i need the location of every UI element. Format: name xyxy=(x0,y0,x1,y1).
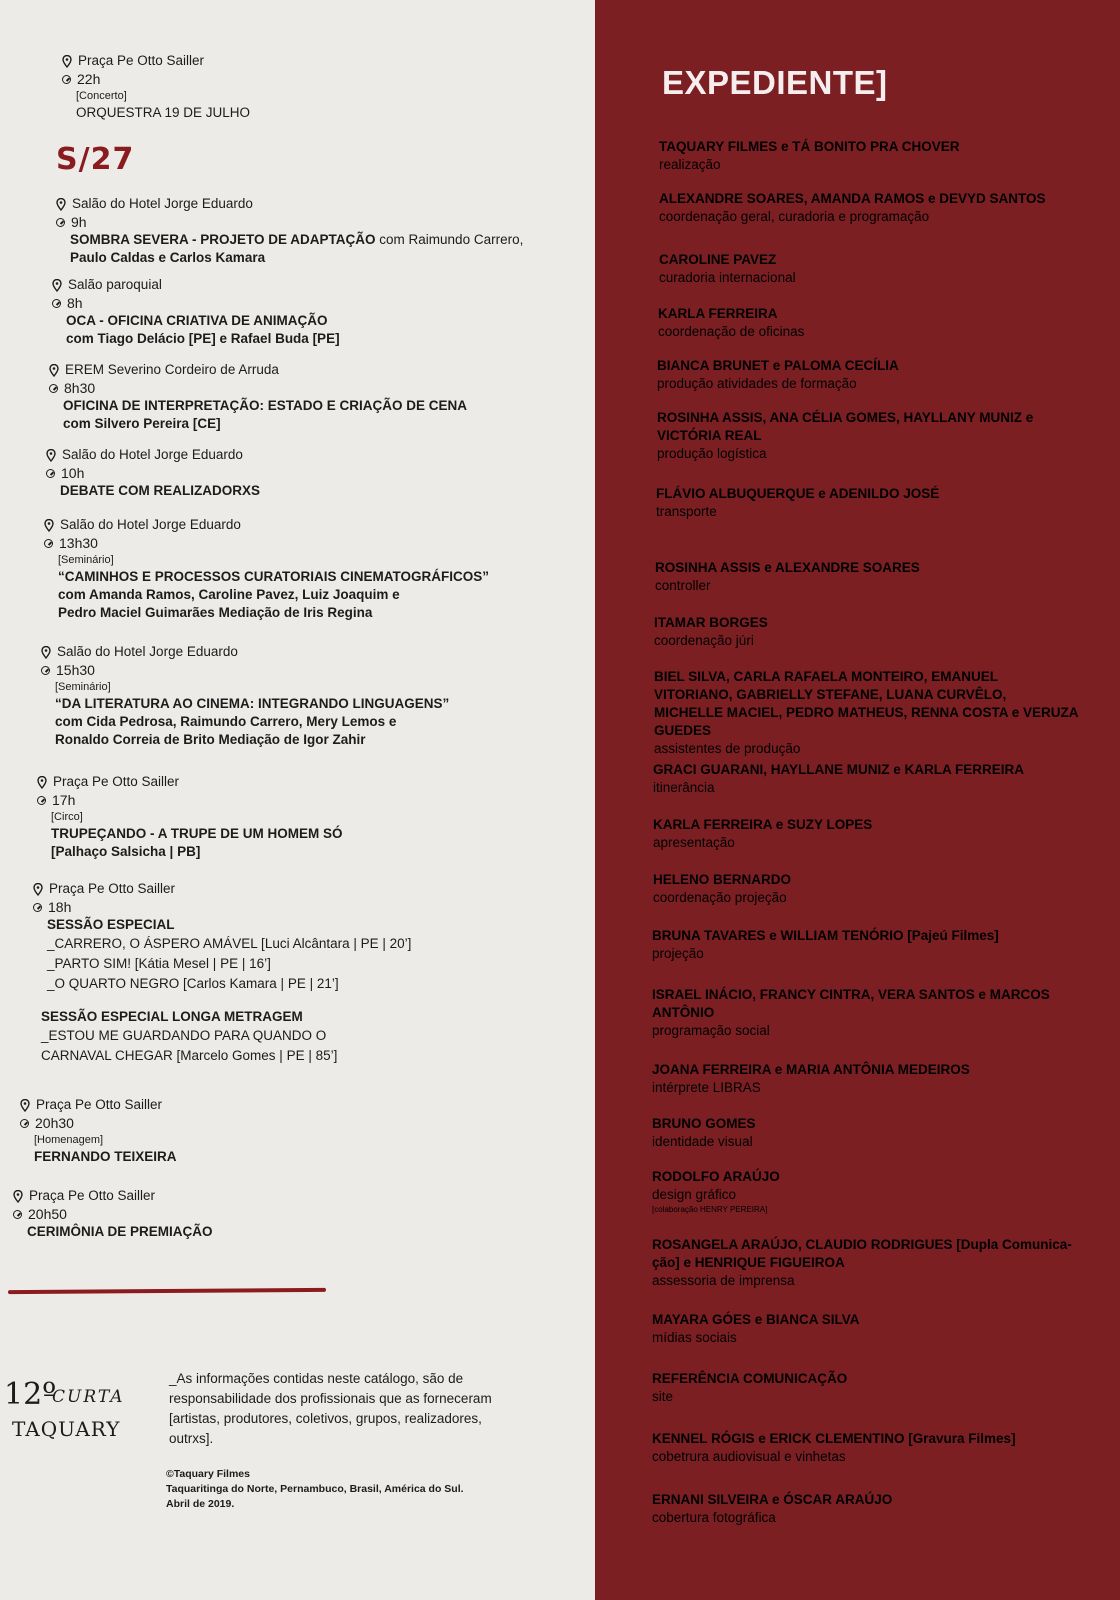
staff-entry xyxy=(658,305,1088,341)
event-detail: [Palhaço Salsicha | PB] xyxy=(51,844,201,859)
event-seminario-curatoria xyxy=(44,516,489,622)
staff-role: itinerância xyxy=(653,780,715,795)
event-category: [Homenagem] xyxy=(34,1134,104,1146)
staff-entry xyxy=(657,409,1037,463)
staff-entry xyxy=(653,761,1083,797)
staff-role: transporte xyxy=(656,504,717,519)
logo-line2: TAQUARY xyxy=(12,1417,121,1441)
staff-names: JOANA FERREIRA e MARIA ANTÔNIA MEDEIROS xyxy=(652,1062,970,1077)
staff-note: [colaboração HENRY PEREIRA] xyxy=(652,1205,768,1214)
clock-icon xyxy=(56,218,65,227)
staff-entry xyxy=(659,138,1089,174)
clock-icon xyxy=(49,384,58,393)
staff-role: coordenação júri xyxy=(654,633,754,648)
event-seminario-literatura xyxy=(41,643,449,749)
time-label: 8h30 xyxy=(64,380,96,396)
location-label: Praça Pe Otto Sailler xyxy=(49,881,176,896)
staff-entry xyxy=(654,614,1084,650)
staff-entry xyxy=(652,1491,1082,1527)
event-title-suffix: com Raimundo Carrero, xyxy=(375,232,524,247)
event-oca xyxy=(52,276,340,348)
event-premiacao xyxy=(13,1187,213,1241)
staff-entry xyxy=(657,357,1087,393)
location-label: Salão do Hotel Jorge Eduardo xyxy=(72,196,253,211)
clock-icon xyxy=(46,469,55,478)
location-pin-icon xyxy=(49,364,59,377)
location-label: Salão do Hotel Jorge Eduardo xyxy=(60,517,241,532)
time-label: 20h30 xyxy=(35,1115,74,1131)
location-label: Praça Pe Otto Sailler xyxy=(78,53,205,68)
event-title: CERIMÔNIA DE PREMIAÇÃO xyxy=(27,1224,213,1239)
staff-names: GRACI GUARANI, HAYLLANE MUNIZ e KARLA FERREIRA xyxy=(653,762,1025,777)
event-title: SESSÃO ESPECIAL xyxy=(47,917,175,932)
clock-icon xyxy=(20,1119,29,1128)
event-detail: Pedro Maciel Guimarães Mediação de Iris Regina xyxy=(58,605,373,620)
staff-entry xyxy=(652,1430,1082,1466)
event-title: DEBATE COM REALIZADORXS xyxy=(60,483,261,498)
time-label: 10h xyxy=(61,465,85,481)
clock-icon xyxy=(44,539,53,548)
staff-role: coordenação de oficinas xyxy=(658,324,805,339)
clock-icon xyxy=(13,1210,22,1219)
event-detail: com Cida Pedrosa, Raimundo Carrero, Mery Lemos e xyxy=(55,714,397,729)
staff-names: ITAMAR BORGES xyxy=(654,615,768,630)
staff-names: REFERÊNCIA COMUNICAÇÃO xyxy=(652,1371,848,1386)
staff-names: KARLA FERREIRA e SUZY LOPES xyxy=(653,817,873,832)
staff-role: coordenação geral, curadoria e programação xyxy=(659,209,930,224)
event-title: ORQUESTRA 19 DE JULHO xyxy=(76,105,251,120)
staff-names: BRUNA TAVARES e WILLIAM TENÓRIO [Pajeú Filmes] xyxy=(652,928,999,943)
event-title: OFICINA DE INTERPRETAÇÃO: ESTADO E CRIAÇÃO DE CENA xyxy=(63,398,468,413)
location-pin-icon xyxy=(44,519,54,532)
logo-number: 12º xyxy=(4,1377,57,1412)
disclaimer-text: _As informações contidas neste catálogo, são de responsabilidade dos profissionais que as forneceram [artistas, produtores, coletivos, grupos, realizadores, outrxs]. xyxy=(169,1371,492,1446)
staff-entry xyxy=(652,986,1052,1040)
staff-role: coordenação projeção xyxy=(653,890,787,905)
event-category: [Concerto] xyxy=(76,90,127,102)
staff-role: produção atividades de formação xyxy=(657,376,857,391)
clock-icon xyxy=(37,796,46,805)
staff-names: TAQUARY FILMES e TÁ BONITO PRA CHOVER xyxy=(659,139,960,154)
staff-names: FLÁVIO ALBUQUERQUE e ADENILDO JOSÉ xyxy=(656,486,940,501)
event-category: [Seminário] xyxy=(55,681,111,693)
staff-role: mídias sociais xyxy=(652,1330,737,1345)
expediente-page xyxy=(595,0,1120,1600)
curta-taquary-logo xyxy=(4,1377,132,1449)
logo-line1: CURTA xyxy=(52,1387,125,1407)
staff-names: KARLA FERREIRA xyxy=(658,306,778,321)
staff-role: site xyxy=(652,1389,674,1404)
staff-entry xyxy=(656,485,1086,521)
staff-names: MAYARA GÓES e BIANCA SILVA xyxy=(652,1312,860,1327)
staff-entry xyxy=(653,871,1083,907)
event-orquestra xyxy=(62,52,250,122)
event-title: “CAMINHOS E PROCESSOS CURATORIAIS CINEMATOGRÁFICOS” xyxy=(58,569,490,584)
location-label: Praça Pe Otto Sailler xyxy=(36,1097,163,1112)
staff-role: design gráfico xyxy=(652,1187,737,1202)
location-credit: Taquaritinga do Norte, Pernambuco, Brasil, América do Sul. xyxy=(166,1483,464,1495)
event-time xyxy=(62,70,250,88)
staff-role: cobertura fotográfica xyxy=(652,1510,776,1525)
film-listing: _O QUARTO NEGRO [Carlos Kamara | PE | 21’] xyxy=(47,976,339,991)
staff-names: HELENO BERNARDO xyxy=(653,872,792,887)
staff-names: BIANCA BRUNET e PALOMA CECÍLIA xyxy=(657,358,899,373)
location-label: Praça Pe Otto Sailler xyxy=(29,1188,156,1203)
event-debate xyxy=(46,446,260,500)
event-sessao-especial xyxy=(33,880,411,1066)
event-title: FERNANDO TEIXEIRA xyxy=(34,1149,177,1164)
location-label: EREM Severino Cordeiro de Arruda xyxy=(65,362,279,377)
location-pin-icon xyxy=(62,55,72,68)
staff-entry xyxy=(655,559,1085,595)
location-pin-icon xyxy=(41,646,51,659)
event-detail: Paulo Caldas e Carlos Kamara xyxy=(70,250,266,265)
location-pin-icon xyxy=(33,883,43,896)
location-label: Salão paroquial xyxy=(68,277,162,292)
staff-names: BRUNO GOMES xyxy=(652,1116,756,1131)
staff-entry xyxy=(652,1370,1082,1406)
clock-icon xyxy=(52,299,61,308)
staff-entry xyxy=(652,1311,1082,1347)
staff-names: ROSINHA ASSIS e ALEXANDRE SOARES xyxy=(655,560,920,575)
credits xyxy=(166,1467,496,1512)
event-homenagem xyxy=(20,1096,177,1166)
staff-role: identidade visual xyxy=(652,1134,753,1149)
day-heading: S/27 xyxy=(56,142,135,177)
staff-role: cobetrura audiovisual e vinhetas xyxy=(652,1449,846,1464)
staff-role: produção logística xyxy=(657,446,767,461)
staff-role: curadoria internacional xyxy=(659,270,796,285)
time-label: 15h30 xyxy=(56,662,95,678)
film-listing: _PARTO SIM! [Kátia Mesel | PE | 16’] xyxy=(47,956,271,971)
event-sombra-severa xyxy=(56,195,523,267)
time-label: 18h xyxy=(48,899,72,915)
event-title: OCA - OFICINA CRIATIVA DE ANIMAÇÃO xyxy=(66,313,328,328)
film-listing: _CARRERO, O ÁSPERO AMÁVEL [Luci Alcântara | PE | 20’] xyxy=(47,936,412,951)
staff-names: ERNANI SILVEIRA e ÓSCAR ARAÚJO xyxy=(652,1492,893,1507)
staff-role: realização xyxy=(659,157,721,172)
staff-entry xyxy=(652,1061,1082,1097)
staff-entry xyxy=(652,927,1082,963)
staff-entry xyxy=(654,668,1079,758)
copyright: ©Taquary Filmes xyxy=(166,1468,250,1480)
event-detail: com Amanda Ramos, Caroline Pavez, Luiz Joaquim e xyxy=(58,587,400,602)
event-category: [Circo] xyxy=(51,811,83,823)
staff-names: RODOLFO ARAÚJO xyxy=(652,1169,780,1184)
clock-icon xyxy=(41,666,50,675)
event-title: “DA LITERATURA AO CINEMA: INTEGRANDO LINGUAGENS” xyxy=(55,696,450,711)
staff-entry xyxy=(652,1236,1072,1290)
film-listing: _ESTOU ME GUARDANDO PARA QUANDO O xyxy=(41,1028,327,1043)
event-detail: Ronaldo Correia de Brito Mediação de Igor Zahir xyxy=(55,732,366,747)
location-pin-icon xyxy=(37,776,47,789)
location-label: Praça Pe Otto Sailler xyxy=(53,774,180,789)
staff-role: programação social xyxy=(652,1023,770,1038)
staff-names: ALEXANDRE SOARES, AMANDA RAMOS e DEVYD SANTOS xyxy=(659,191,1046,206)
event-title: SOMBRA SEVERA - PROJETO DE ADAPTAÇÃO xyxy=(70,232,376,247)
staff-entry xyxy=(653,816,1083,852)
divider-line xyxy=(8,1288,326,1294)
time-label: 8h xyxy=(67,295,83,311)
event-title: SESSÃO ESPECIAL LONGA METRAGEM xyxy=(41,1009,303,1024)
location-label: Salão do Hotel Jorge Eduardo xyxy=(62,447,243,462)
time-label: 13h30 xyxy=(59,535,98,551)
staff-role: assessoria de imprensa xyxy=(652,1273,795,1288)
staff-entry xyxy=(652,1168,1082,1215)
time-label: 20h50 xyxy=(28,1206,67,1222)
clock-icon xyxy=(62,75,71,84)
event-oficina-interpretacao xyxy=(49,361,467,433)
location-pin-icon xyxy=(46,449,56,462)
time-label: 22h xyxy=(77,71,101,87)
staff-names: BIEL SILVA, CARLA RAFAELA MONTEIRO, EMANUEL VITORIANO, GABRIELLY STEFANE, LUANA CURVÊLO, MICHELLE MACIEL, PEDRO MATHEUS, RENNA COSTA e VERUZA GUEDES xyxy=(654,669,1079,738)
staff-role: apresentação xyxy=(653,835,735,850)
staff-names: ISRAEL INÁCIO, FRANCY CINTRA, VERA SANTOS e MARCOS ANTÔNIO xyxy=(652,987,1050,1020)
location-pin-icon xyxy=(56,198,66,211)
staff-entry xyxy=(659,251,1089,287)
event-detail: com Silvero Pereira [CE] xyxy=(63,416,221,431)
expediente-title: EXPEDIENTE] xyxy=(662,64,888,101)
staff-names: ROSANGELA ARAÚJO, CLAUDIO RODRIGUES [Dupla Comunica-ção] e HENRIQUE FIGUEIROA xyxy=(652,1237,1072,1270)
staff-names: KENNEL RÓGIS e ERICK CLEMENTINO [Gravura Filmes] xyxy=(652,1431,1016,1446)
location-label: Salão do Hotel Jorge Eduardo xyxy=(57,644,238,659)
event-title: TRUPEÇANDO - A TRUPE DE UM HOMEM SÓ xyxy=(51,826,343,841)
time-label: 9h xyxy=(71,214,87,230)
clock-icon xyxy=(33,903,42,912)
staff-entry xyxy=(652,1115,1082,1151)
staff-names: CAROLINE PAVEZ xyxy=(659,252,777,267)
event-detail: com Tiago Delácio [PE] e Rafael Buda [PE] xyxy=(66,331,340,346)
event-category: [Seminário] xyxy=(58,554,114,566)
location-pin-icon xyxy=(13,1190,23,1203)
location-pin-icon xyxy=(20,1099,30,1112)
staff-entry xyxy=(659,190,1089,226)
staff-role: controller xyxy=(655,578,711,593)
location-pin-icon xyxy=(52,279,62,292)
film-listing: CARNAVAL CHEGAR [Marcelo Gomes | PE | 85’] xyxy=(41,1048,338,1063)
time-label: 17h xyxy=(52,792,76,808)
date-credit: Abril de 2019. xyxy=(166,1498,235,1510)
staff-role: projeção xyxy=(652,946,704,961)
event-trupecando xyxy=(37,773,343,861)
event-location xyxy=(62,52,250,70)
staff-role: intérprete LIBRAS xyxy=(652,1080,761,1095)
staff-names: ROSINHA ASSIS, ANA CÉLIA GOMES, HAYLLANY MUNIZ e VICTÓRIA REAL xyxy=(657,410,1034,443)
staff-role: assistentes de produção xyxy=(654,741,801,756)
